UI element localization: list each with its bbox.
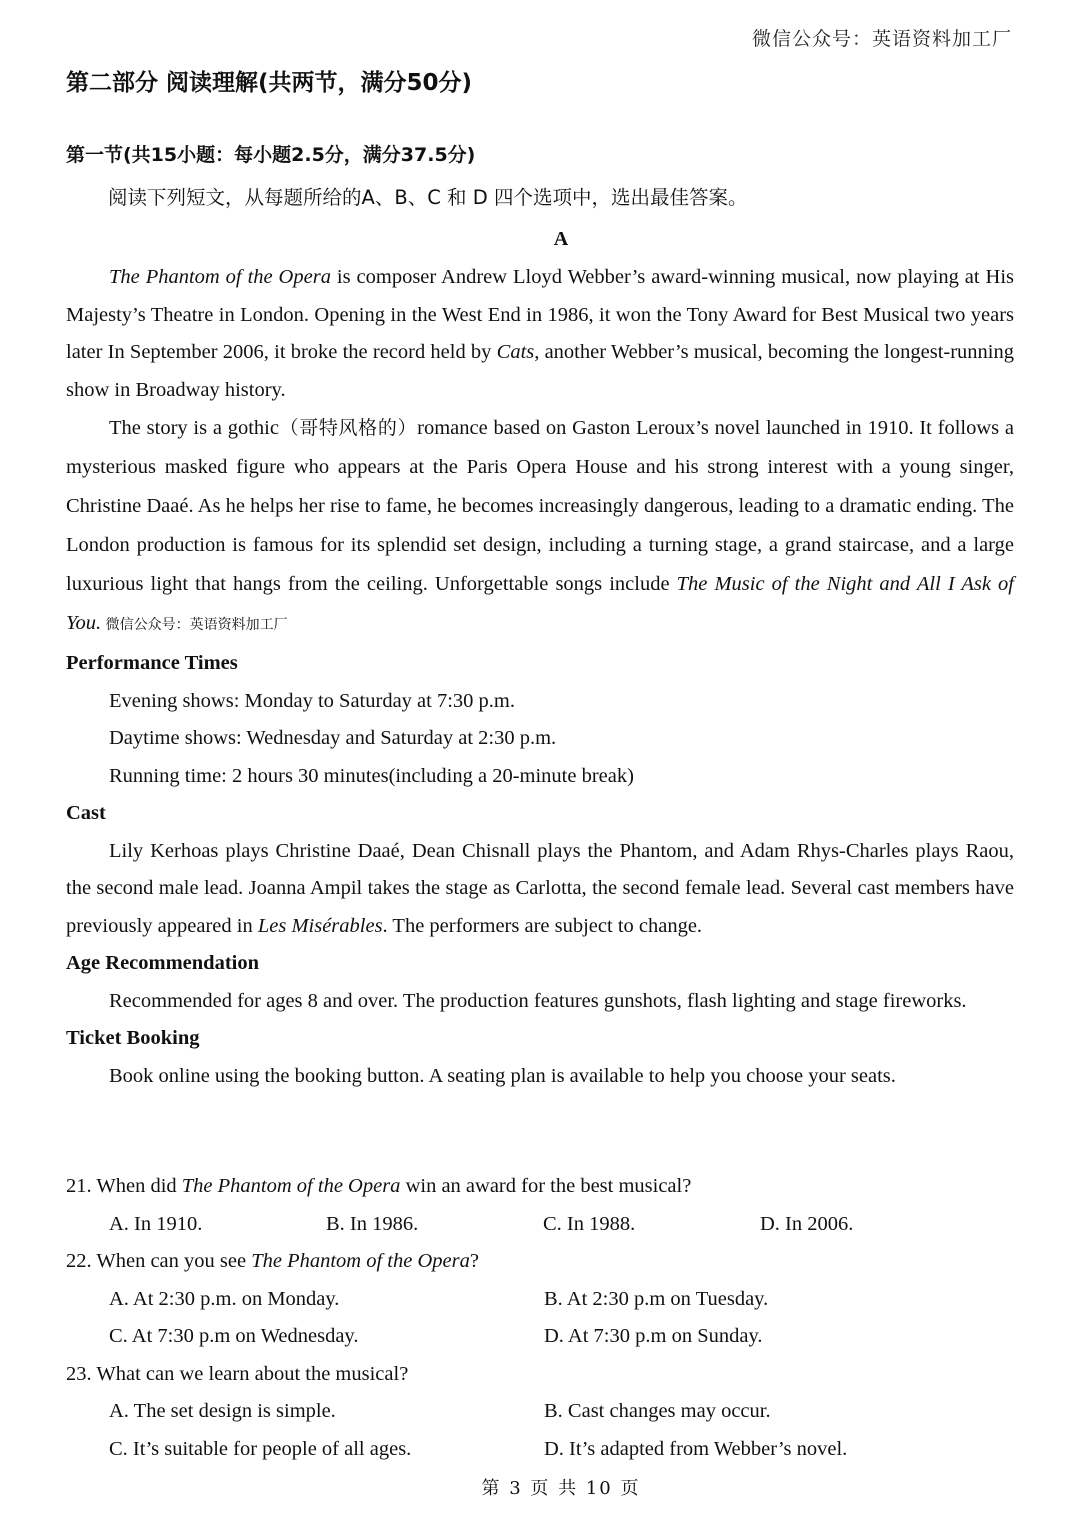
- option-21-d[interactable]: D. In 2006.: [760, 1212, 854, 1235]
- cast-heading: Cast: [66, 802, 106, 824]
- page-number: 第 3 页 共 10 页: [481, 1478, 641, 1499]
- instruction-text: 阅读下列短文，从每题所给的A、B、C 和 D 四个选项中，选出最佳答案。: [108, 186, 748, 209]
- question-23-options-row-2: [109, 1431, 1014, 1469]
- song-titles: The Music of the Night and All I Ask of You.: [66, 573, 1014, 634]
- inline-watermark: 微信公众号：英语资料加工厂: [101, 617, 288, 633]
- question-list: [66, 1168, 1014, 1468]
- question-23: 23. What can we learn about the musical?: [66, 1362, 409, 1385]
- option-22-c[interactable]: C. At 7:30 p.m on Wednesday.: [109, 1325, 359, 1347]
- question-22-options-row-2: [109, 1318, 1014, 1356]
- option-23-c[interactable]: C. It’s suitable for people of all ages.: [109, 1437, 412, 1460]
- part-title: 第二部分 阅读理解(共两节，满分50分): [66, 70, 473, 96]
- option-21-b[interactable]: B. In 1986.: [326, 1212, 419, 1235]
- passage-label: A: [553, 228, 569, 250]
- ticket-heading: Ticket Booking: [66, 1027, 200, 1049]
- running-time: Running time: 2 hours 30 minutes(including a 20-minute break): [109, 764, 634, 787]
- les-mis-title: Les Misérables: [257, 914, 383, 937]
- question-22: 22. When can you see The Phantom of the Opera?: [66, 1250, 479, 1272]
- section-title: 第一节(共15小题：每小题2.5分，满分37.5分): [66, 144, 476, 166]
- ticket-paragraph: Book online using the booking button. A seating plan is available to help you choose your seats.: [109, 1064, 896, 1087]
- option-22-d[interactable]: D. At 7:30 p.m on Sunday.: [544, 1325, 763, 1347]
- passage-paragraph-1: The Phantom of the Opera is composer Andrew Lloyd Webber’s award-winning musical, now playing at His Majesty’s Theatre in London. Opening in the West End in 1986, it won the Tony Award for Best Musical two years later In September 2006, it broke the record held by Cats, another Webber’s musical, becoming the longest-running show in Broadway history.: [66, 266, 1014, 401]
- performance-heading: Performance Times: [66, 652, 238, 674]
- option-21-c[interactable]: C. In 1988.: [543, 1212, 636, 1235]
- age-paragraph: Recommended for ages 8 and over. The production features gunshots, flash lighting and stage fireworks.: [109, 989, 967, 1012]
- question-21: 21. When did The Phantom of the Opera win an award for the best musical?: [66, 1175, 692, 1197]
- cast-paragraph: Lily Kerhoas plays Christine Daaé, Dean Chisnall plays the Phantom, and Adam Rhys-Charles plays Raou, the second male lead. Joanna Ampil takes the stage as Carlotta, the second female lead. Several cast members have previously appeared in Les Misérables. The performers are subject to change.: [66, 839, 1014, 937]
- evening-shows: Evening shows: Monday to Saturday at 7:30 p.m.: [109, 689, 515, 712]
- question-22-options-row-1: [109, 1281, 1014, 1319]
- age-heading: Age Recommendation: [66, 952, 260, 974]
- option-23-d[interactable]: D. It’s adapted from Webber’s novel.: [544, 1437, 848, 1460]
- passage-paragraph-2: The story is a gothic（哥特风格的）romance based on Gaston Leroux’s novel launched in 1910. It follows a mysterious masked figure who appears at the Paris Opera House and his strong interest with a young singer, Christine Daaé. As he helps her rise to fame, he becomes increasingly dangerous, leading to a dramatic ending. The London production is famous for its splendid set design, including a turning stage, a grand staircase, and a large luxurious light that hangs from the ceiling. Unforgettable songs include The Music of the Night and All I Ask of You. 微信公众号：英语资料加工厂: [66, 417, 1014, 634]
- option-23-a[interactable]: A. The set design is simple.: [109, 1400, 336, 1422]
- option-22-a[interactable]: A. At 2:30 p.m. on Monday.: [109, 1287, 340, 1310]
- question-21-options: [109, 1206, 1014, 1244]
- passage-body: [66, 259, 1014, 1095]
- gothic-gloss: （哥特风格的）: [278, 417, 418, 439]
- option-21-a[interactable]: A. In 1910.: [109, 1212, 203, 1235]
- header-watermark: 微信公众号：英语资料加工厂: [751, 28, 1012, 50]
- option-22-b[interactable]: B. At 2:30 p.m on Tuesday.: [544, 1287, 769, 1310]
- daytime-shows: Daytime shows: Wednesday and Saturday at 2:30 p.m.: [109, 727, 557, 749]
- question-23-options-row-1: [109, 1393, 1014, 1431]
- musical-title: The Phantom of the Opera: [109, 266, 331, 288]
- cats-title: Cats: [496, 341, 535, 363]
- option-23-b[interactable]: B. Cast changes may occur.: [544, 1400, 771, 1422]
